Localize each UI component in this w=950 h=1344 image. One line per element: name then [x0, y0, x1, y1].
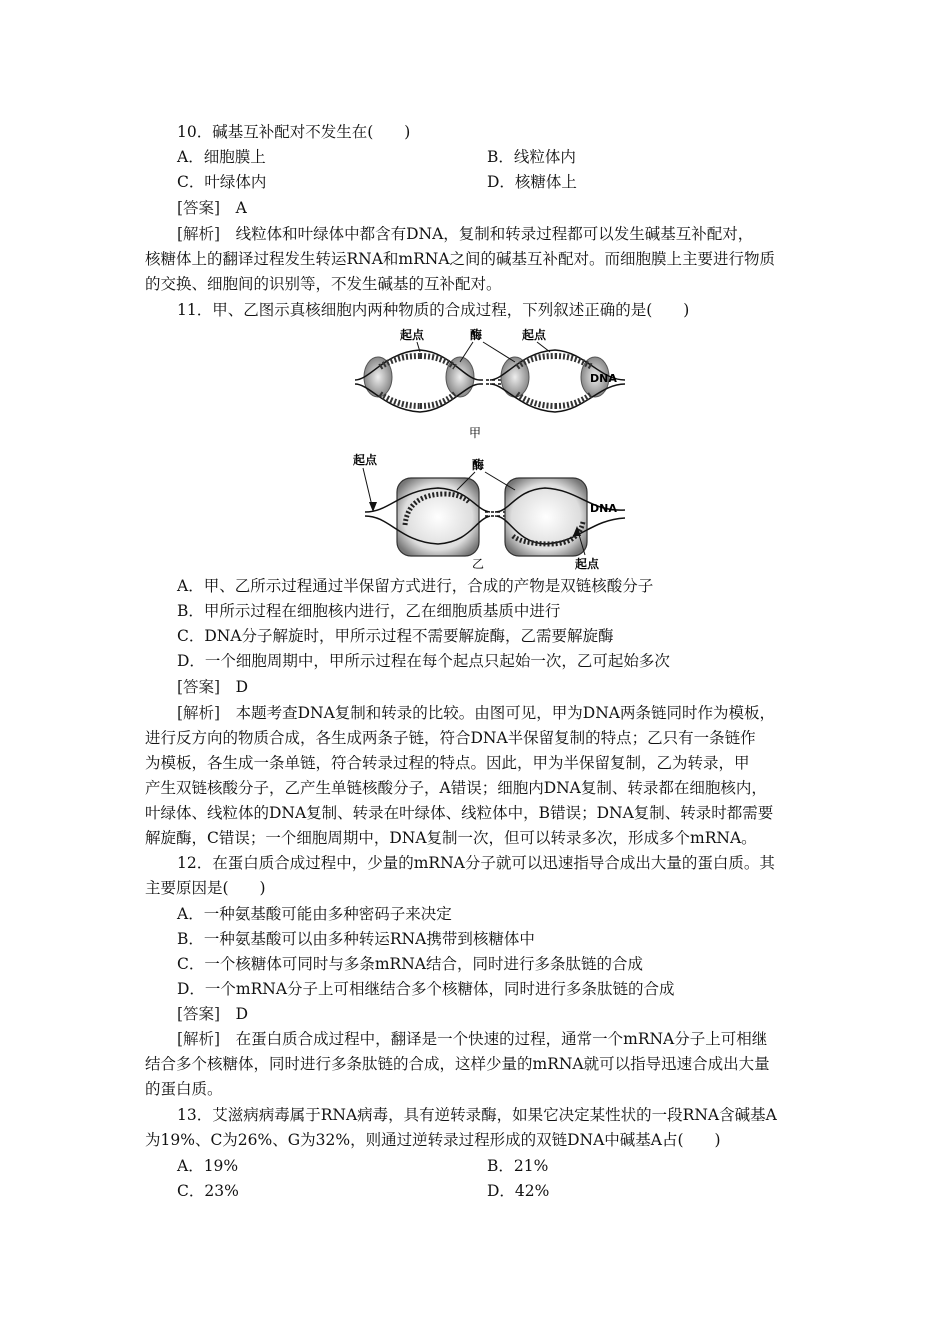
answer-value: D: [235, 1005, 249, 1023]
q11-option-a: A．甲、乙所示过程通过半保留方式进行，合成的产物是双链核酸分子: [177, 577, 654, 595]
answer-tag: [答案]: [177, 1005, 221, 1023]
q12-option-b: B．一种氨基酸可以由多种转运RNA携带到核糖体中: [177, 930, 535, 948]
q11-option-c: C．DNA分子解旋时，甲所示过程不需要解旋酶，乙需要解旋酶: [177, 627, 614, 645]
q13-stem-line-1: 13．艾滋病病毒属于RNA病毒，具有逆转录酶，如果它决定某性状的一段RNA含碱基A: [177, 1106, 777, 1124]
answer-tag: [答案]: [177, 199, 221, 217]
figure-yi-transcription: [345, 450, 630, 570]
label-mei: 酶: [470, 328, 483, 342]
answer-value: A: [235, 199, 247, 217]
q11-analysis-line-5: 叶绿体、线粒体的DNA复制、转录在叶绿体、线粒体中，B错误；DNA复制、转录时都需要: [145, 804, 774, 822]
q12-answer: [177, 1003, 248, 1025]
q10-analysis-line-3: 的交换、细胞间的识别等，不发生碱基的互补配对。: [145, 275, 502, 293]
q10-stem: 10．碱基互补配对不发生在( ): [177, 123, 411, 141]
q13-option-c: C．23%: [177, 1182, 239, 1200]
q12-analysis-line-3: 的蛋白质。: [145, 1080, 223, 1098]
figure-jia-replication: [340, 322, 630, 442]
transcription-bubble-left: [365, 478, 490, 556]
q12-analysis-line-1: [177, 1028, 767, 1050]
analysis-tag: [解析]: [177, 704, 221, 722]
q13-option-b: B．21%: [487, 1157, 549, 1175]
label-dna: DNA: [590, 372, 617, 385]
q10-option-d: D．核糖体上: [487, 173, 577, 191]
analysis-text: 在蛋白质合成过程中，翻译是一个快速的过程，通常一个mRNA分子上可相继: [235, 1030, 768, 1048]
caption-yi: 乙: [472, 557, 485, 570]
q13-stem-line-2: 为19%、C为26%、G为32%，则通过逆转录过程形成的双链DNA中碱基A占( ): [145, 1131, 721, 1149]
caption-jia: 甲: [469, 426, 482, 440]
analysis-text: 本题考查DNA复制和转录的比较。由图可见，甲为DNA两条链同时作为模板，: [235, 704, 775, 722]
label-mei: 酶: [472, 458, 485, 472]
q11-analysis-line-1: [177, 702, 775, 724]
q12-stem-line-1: 12．在蛋白质合成过程中，少量的mRNA分子就可以迅速指导合成出大量的蛋白质。其: [177, 854, 775, 872]
q11-answer: [177, 676, 248, 698]
label-qidian-right: 起点: [575, 557, 600, 570]
label-dna: DNA: [590, 502, 617, 515]
q10-option-c: C．叶绿体内: [177, 173, 267, 191]
q11-analysis-line-4: 产生双链核酸分子，乙产生单链核酸分子，A错误；细胞内DNA复制、转录都在细胞核内，: [145, 779, 767, 797]
q13-option-d: D．42%: [487, 1182, 550, 1200]
q11-analysis-line-3: 为模板，各生成一条单链，符合转录过程的特点。因此，甲为半保留复制，乙为转录，甲: [145, 754, 750, 772]
q11-stem: 11．甲、乙图示真核细胞内两种物质的合成过程，下列叙述正确的是( ): [177, 301, 690, 319]
q13-option-a: A．19%: [177, 1157, 239, 1175]
analysis-text: 线粒体和叶绿体中都含有DNA，复制和转录过程都可以发生碱基互补配对，: [235, 225, 754, 243]
analysis-tag: [解析]: [177, 1030, 221, 1048]
answer-value: D: [235, 678, 249, 696]
label-qidian-left: 起点: [353, 453, 378, 467]
q12-option-d: D．一个mRNA分子上可相继结合多个核糖体，同时进行多条肽链的合成: [177, 980, 675, 998]
q12-analysis-line-2: 结合多个核糖体，同时进行多条肽链的合成，这样少量的mRNA就可以指导迅速合成出大量: [145, 1055, 770, 1073]
q10-option-b: B．线粒体内: [487, 148, 576, 166]
q11-option-d: D．一个细胞周期中，甲所示过程在每个起点只起始一次，乙可起始多次: [177, 652, 670, 670]
q10-analysis-line-1: [177, 223, 753, 245]
label-qidian: 起点: [522, 328, 547, 342]
label-qidian: 起点: [400, 328, 425, 342]
q12-stem-line-2: 主要原因是( ): [145, 879, 266, 897]
q11-analysis-line-6: 解旋酶，C错误；一个细胞周期中，DNA复制一次，但可以转录多次，形成多个mRNA。: [145, 829, 757, 847]
analysis-tag: [解析]: [177, 225, 221, 243]
q12-option-a: A．一种氨基酸可能由多种密码子来决定: [177, 905, 452, 923]
q12-option-c: C．一个核糖体可同时与多条mRNA结合，同时进行多条肽链的合成: [177, 955, 643, 973]
q10-option-a: A．细胞膜上: [177, 148, 266, 166]
q11-analysis-line-2: 进行反方向的物质合成，各生成两条子链，符合DNA半保留复制的特点；乙只有一条链作: [145, 729, 756, 747]
q10-answer: [177, 197, 247, 219]
q10-analysis-line-2: 核糖体上的翻译过程发生转运RNA和mRNA之间的碱基互补配对。而细胞膜上主要进行物质: [145, 250, 776, 268]
q11-option-b: B．甲所示过程在细胞核内进行，乙在细胞质基质中进行: [177, 602, 561, 620]
answer-tag: [答案]: [177, 678, 221, 696]
